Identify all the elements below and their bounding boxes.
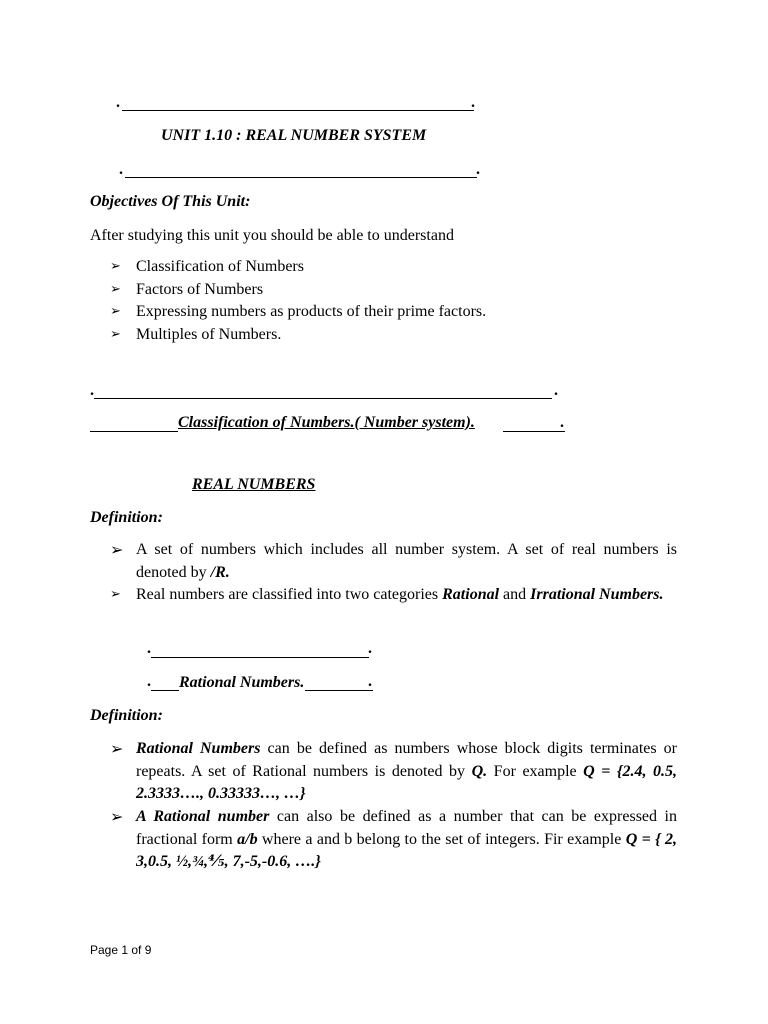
classification-rule-right <box>503 431 565 432</box>
real-bullet-2 <box>136 584 677 607</box>
real-definition-label: Definition: <box>90 509 163 526</box>
classification-heading: Classification of Numbers.( Number system). <box>178 414 475 431</box>
rational-bullet-2 <box>136 806 677 874</box>
real-numbers-heading: REAL NUMBERS <box>192 476 316 493</box>
arrow-bullet-icon: ➢ <box>110 282 121 297</box>
rational-dot-left-1: . <box>147 640 151 657</box>
section-rule <box>94 398 552 399</box>
rational-set-symbol: Q. <box>471 762 488 780</box>
rational-bullet-2-text-2: where a and b belong to the set of integers. Fir example <box>257 830 626 848</box>
rational-example-1: Q = {2.4, 0.5, 2.3333…., 0.33333…, …} <box>136 762 678 802</box>
header-dot-right-2: . <box>476 161 480 178</box>
rational-bullet-2-text: can also be defined as a number that can be expressed in fractional form <box>136 808 677 848</box>
rational-dot-right-2: . <box>368 673 372 690</box>
objectives-heading: Objectives Of This Unit: <box>90 193 251 210</box>
arrow-bullet-icon: ➢ <box>110 304 121 319</box>
section-dot-right: . <box>554 382 558 399</box>
rational-numbers-term: Rational Numbers <box>136 740 261 757</box>
real-set-symbol: /R. <box>210 563 230 581</box>
and-text: and <box>499 586 531 603</box>
section-dot-left: . <box>90 382 94 399</box>
arrow-bullet-icon: ➢ <box>110 587 121 602</box>
objective-item: Classification of Numbers <box>136 258 304 275</box>
irrational-term: Irrational Numbers. <box>530 586 664 603</box>
arrow-bullet-icon: ➢ <box>110 739 124 758</box>
unit-title: UNIT 1.10 : REAL NUMBER SYSTEM <box>161 127 427 144</box>
header-dot-left-1: . <box>116 94 120 111</box>
real-bullet-2-text: Real numbers are classified into two categories <box>136 586 443 603</box>
real-bullet-1 <box>136 539 677 584</box>
rational-heading: Rational Numbers. <box>179 674 305 691</box>
header-rule-2 <box>125 177 477 178</box>
arrow-bullet-icon: ➢ <box>110 807 124 826</box>
rational-example-2: Q = { 2, 3,0.5, ½,¾,⅘, 7,-5,-0.6, ….} <box>136 830 678 870</box>
arrow-bullet-icon: ➢ <box>110 259 121 274</box>
header-rule-1 <box>122 110 474 111</box>
objective-item: Factors of Numbers <box>136 281 264 298</box>
rational-bullet-1 <box>136 738 677 806</box>
rational-number-term: A Rational number <box>136 808 270 825</box>
rational-dot-right-1: . <box>368 640 372 657</box>
header-dot-left-2: . <box>119 161 123 178</box>
rational-bullet-1-text: can be defined as numbers whose block digits terminates or repeats. A set of Rational numbers is denoted by <box>136 740 678 780</box>
arrow-bullet-icon: ➢ <box>110 327 121 342</box>
header-dot-right-1: . <box>471 94 475 111</box>
objective-item: Expressing numbers as products of their prime factors. <box>136 303 487 320</box>
rational-term: Rational <box>442 586 500 603</box>
page-number: Page 1 of 9 <box>90 943 152 957</box>
fraction-form: a/b <box>237 830 258 848</box>
rational-definition-label: Definition: <box>90 707 163 724</box>
rational-example-prefix: For example <box>487 762 584 780</box>
objective-item: Multiples of Numbers. <box>136 326 282 343</box>
objectives-intro: After studying this unit you should be able to understand <box>90 227 454 244</box>
rational-rule <box>151 657 369 658</box>
rational-dot-left-2: . <box>147 673 151 690</box>
real-bullet-1-text: A set of numbers which includes all number system. A set of real numbers is denoted by <box>136 541 677 581</box>
classification-rule-left <box>90 431 178 432</box>
arrow-bullet-icon: ➢ <box>110 540 124 559</box>
classification-dot: . <box>560 414 564 431</box>
